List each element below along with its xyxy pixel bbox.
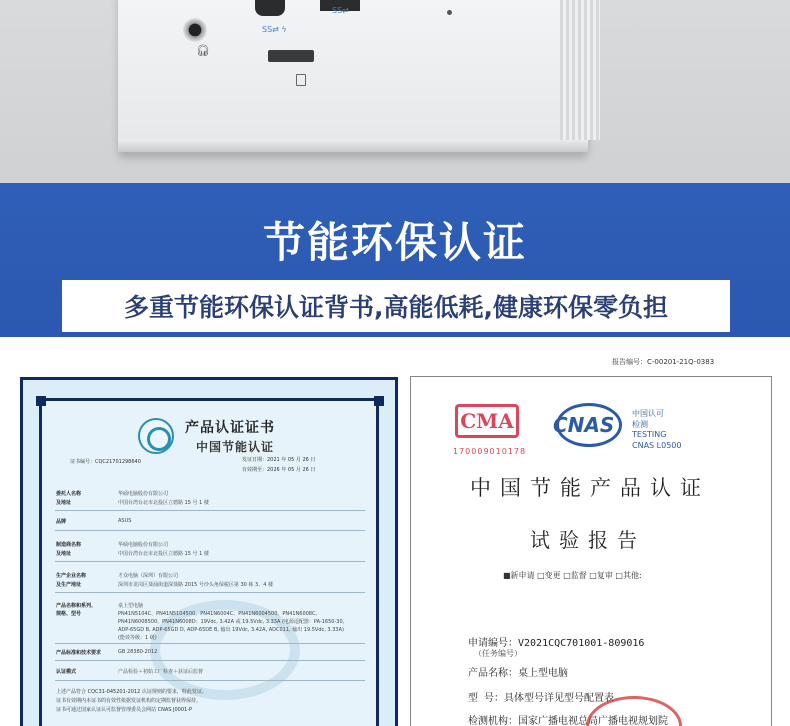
field-value: ASUS [118,518,132,524]
report-number: 报告编号：C-00201-21Q-0383 [612,358,715,366]
field-label: 认证模式 [56,669,77,675]
field-label: 及生产地址 [56,582,82,588]
certificate-subtitle: 中国节能认证 [196,440,275,454]
cnas-caption: TESTING [632,430,667,439]
field-label: 制造商名称 [56,542,82,548]
cma-number: 170009010178 [453,447,527,456]
issue-date: 发证日期：2021 年 05 月 26 日 [242,457,316,463]
field-value: 中国台湾台北市北投区立德路 15 号 1 楼 [118,551,209,557]
sd-card-slot [268,50,314,62]
banner-subtitle: 多重节能环保认证背书,高能低耗,健康环保零负担 [124,293,668,322]
field-label: 规格、型号 [56,611,82,617]
certificate-footer: 证书有效期内本证书的有效性依据发证机构的定期监督获得保持。 [56,698,202,704]
report-type-checkboxes: ■新申请 □变更 □监督 □复审 □其他: [503,571,642,580]
divider [55,680,365,681]
expiry-date: 有效期至：2026 年 05 月 26 日 [242,467,316,473]
divider [55,592,365,593]
usb-a-label: SS⇄ [332,6,349,15]
usb-c-port [255,0,285,16]
divider [55,643,365,644]
headset-icon: 🎧︎ [196,44,210,57]
field-value: 华硕电脑股份有限公司 [118,491,169,497]
report-subtitle: 试验报告 [530,528,646,552]
field-value: PN41N5104C、PN41N5104500、PN41N6004C、PN41N6004500、PN41N6008C、 [118,611,321,617]
divider [55,561,365,562]
banner-title: 节能环保认证 [262,218,527,267]
field-value: 产品检验＋初始工厂检查＋获证后监督 [118,669,204,675]
reset-pin-hole [447,10,452,15]
product-name: 产品名称：桌上型电脑 [468,668,568,679]
cnas-caption: 检测 [632,420,648,429]
device-edge [118,140,588,152]
cnas-caption: 中国认可 [632,409,664,418]
field-value: 中国台湾台北市北投区立德路 15 号 1 楼 [118,500,209,506]
field-value: 才众电脑（深圳）有限公司 [118,573,179,579]
corner-ornament [374,396,384,406]
certificate-number: 证书编号：CQC21701298640 [70,459,141,465]
cnas-logo-text: CNAS [553,413,615,437]
field-value: (能效等级：1 级) [118,635,157,641]
certificate-footer: 证书可通过国家认证认可监督管理委员会网站 CNAS J0001-P [56,707,193,713]
certificate-footer: 上述产品符合 CQC31-045201-2012 认证规则的要求，特此发证。 [56,689,207,695]
application-note: （任务编号） [474,649,522,658]
field-label: 产品标准和技术要求 [56,650,102,656]
usb-c-label: SS⇄ ϟ [262,25,287,34]
field-value: PN41N6008500、PN41N6008D：19Vdc, 3.42A 或 19.5Vdc, 3.33A (电源适配器：PA-1650-30, [118,619,345,625]
field-value: 华硕电脑股份有限公司 [118,542,169,548]
field-label: 委托人名称 [56,491,82,497]
field-label: 及地址 [56,500,72,506]
field-value: 深圳市龙岗区葵涌街道深葵路 2015 号沙头角保税区第 30 栋 3、4 楼 [118,582,273,588]
divider [55,530,365,531]
field-value: ADP-65GD B, ADP-65GD D, ADP-65DE B, 输出 19Vdc, 3.42A, ADC011, 输出 19.5Vdc, 3.33A) [118,627,344,633]
device-vent [560,0,600,140]
sd-card-icon [296,74,306,86]
cnas-caption: CNAS L0500 [632,441,682,450]
field-label: 生产企业名称 [56,573,87,579]
product-photo [0,0,790,183]
testing-lab: 检测机构：国家广播电视总局广播电视规划院 [468,716,668,726]
field-label: 产品名称和系列、 [56,603,97,609]
field-value: GB 28380-2012 [118,649,158,655]
cma-logo: CMA [455,404,519,438]
application-number: 申请编号：V2021CQC701001-809016 [468,638,645,649]
corner-ornament [36,396,46,406]
certificate-title: 产品认证证书 [185,420,275,436]
divider [55,510,365,511]
report-title: 中国节能产品认证 [470,476,710,500]
field-label: 及地址 [56,551,72,557]
field-value: 桌上型电脑 [118,603,144,609]
field-label: 品牌 [56,519,67,525]
divider [55,660,365,661]
product-model: 型 号：具体型号详见型号配置表 [468,693,615,704]
cqc-logo-icon [138,418,174,454]
audio-jack-port [183,18,207,42]
